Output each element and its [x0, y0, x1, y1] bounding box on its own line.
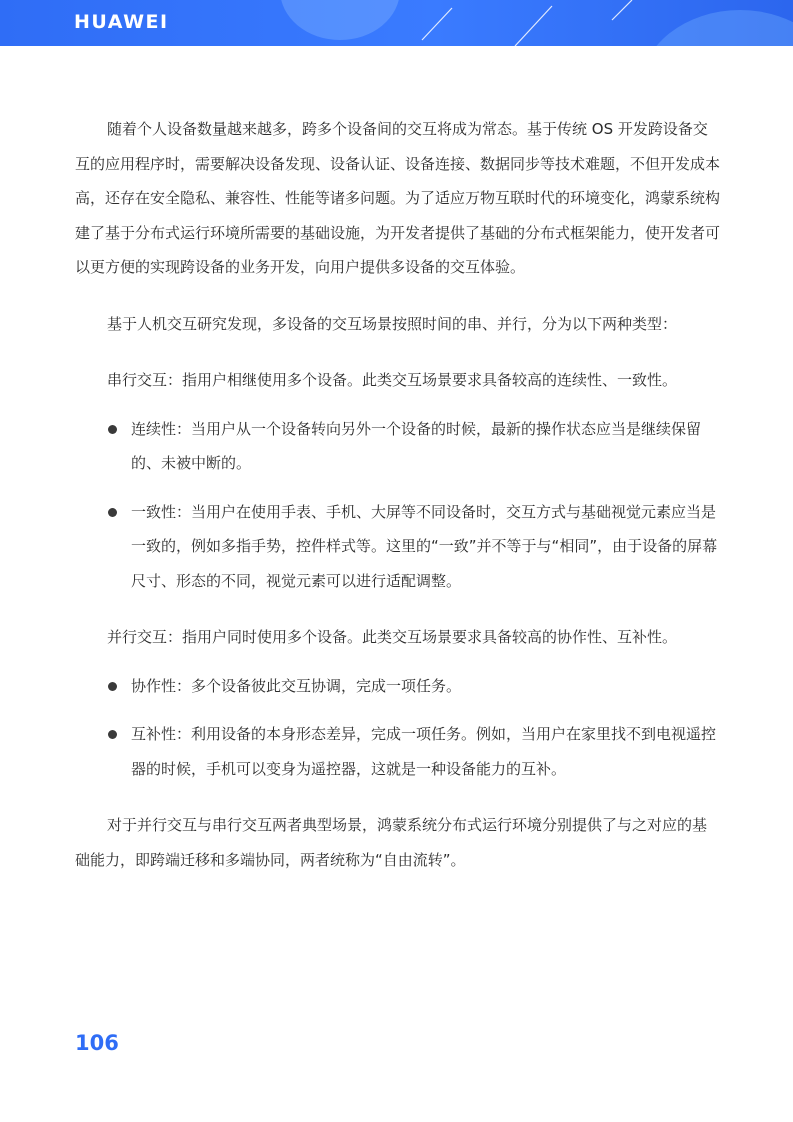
- list-item-text: 协作性：多个设备彼此交互协调，完成一项任务。: [131, 676, 462, 695]
- list-item-text: 连续性：当用户从一个设备转向另外一个设备的时候，最新的操作状态应当是继续保留的、未被中断的。: [131, 419, 702, 472]
- document-body: [75, 112, 720, 877]
- conclusion-paragraph: 对于并行交互与串行交互两者典型场景，鸿蒙系统分布式运行环境分别提供了与之对应的基础能力，即跨端迁移和多端协同，两者统称为“自由流转”。: [75, 816, 708, 869]
- list-item-text: 互补性：利用设备的本身形态差异，完成一项任务。例如，当用户在家里找不到电视遥控器的时候，手机可以变身为遥控器，这就是一种设备能力的互补。: [131, 725, 717, 778]
- list-item-text: 一致性：当用户在使用手表、手机、大屏等不同设备时，交互方式与基础视觉元素应当是一致的，例如多指手势，控件样式等。这里的“一致”并不等于与“相同”，由于设备的屏幕尺寸、形态的不同，视觉元素可以进行适配调整。: [131, 502, 718, 590]
- list-item: [75, 495, 720, 599]
- brand-logo: HUAWEI: [74, 11, 169, 33]
- page-number: 106: [75, 1031, 119, 1055]
- bullet-icon: [108, 682, 117, 691]
- bullet-icon: [108, 425, 117, 434]
- serial-heading: 串行交互：指用户相继使用多个设备。此类交互场景要求具备较高的连续性、一致性。: [107, 371, 678, 389]
- intro-paragraph: 随着个人设备数量越来越多，跨多个设备间的交互将成为常态。基于传统 OS 开发跨设备交互的应用程序时，需要解决设备发现、设备认证、设备连接、数据同步等技术难题，不但开发成本高，还存在安全隐私、兼容性、性能等诸多问题。为了适应万物互联时代的环境变化，鸿蒙系统构建了基于分布式运行环境所需要的基础设施，为开发者提供了基础的分布式框架能力，使开发者可以更方便的实现跨设备的业务开发，向用户提供多设备的交互体验。: [75, 120, 721, 276]
- list-item: [75, 717, 720, 786]
- list-item: [75, 669, 720, 704]
- types-intro-paragraph: 基于人机交互研究发现，多设备的交互场景按照时间的串、并行，分为以下两种类型：: [107, 314, 678, 333]
- bullet-icon: [108, 508, 117, 517]
- bullet-icon: [108, 730, 117, 739]
- page-header: [0, 0, 793, 46]
- parallel-heading: 并行交互：指用户同时使用多个设备。此类交互场景要求具备较高的协作性、互补性。: [107, 628, 678, 646]
- list-item: [75, 412, 720, 481]
